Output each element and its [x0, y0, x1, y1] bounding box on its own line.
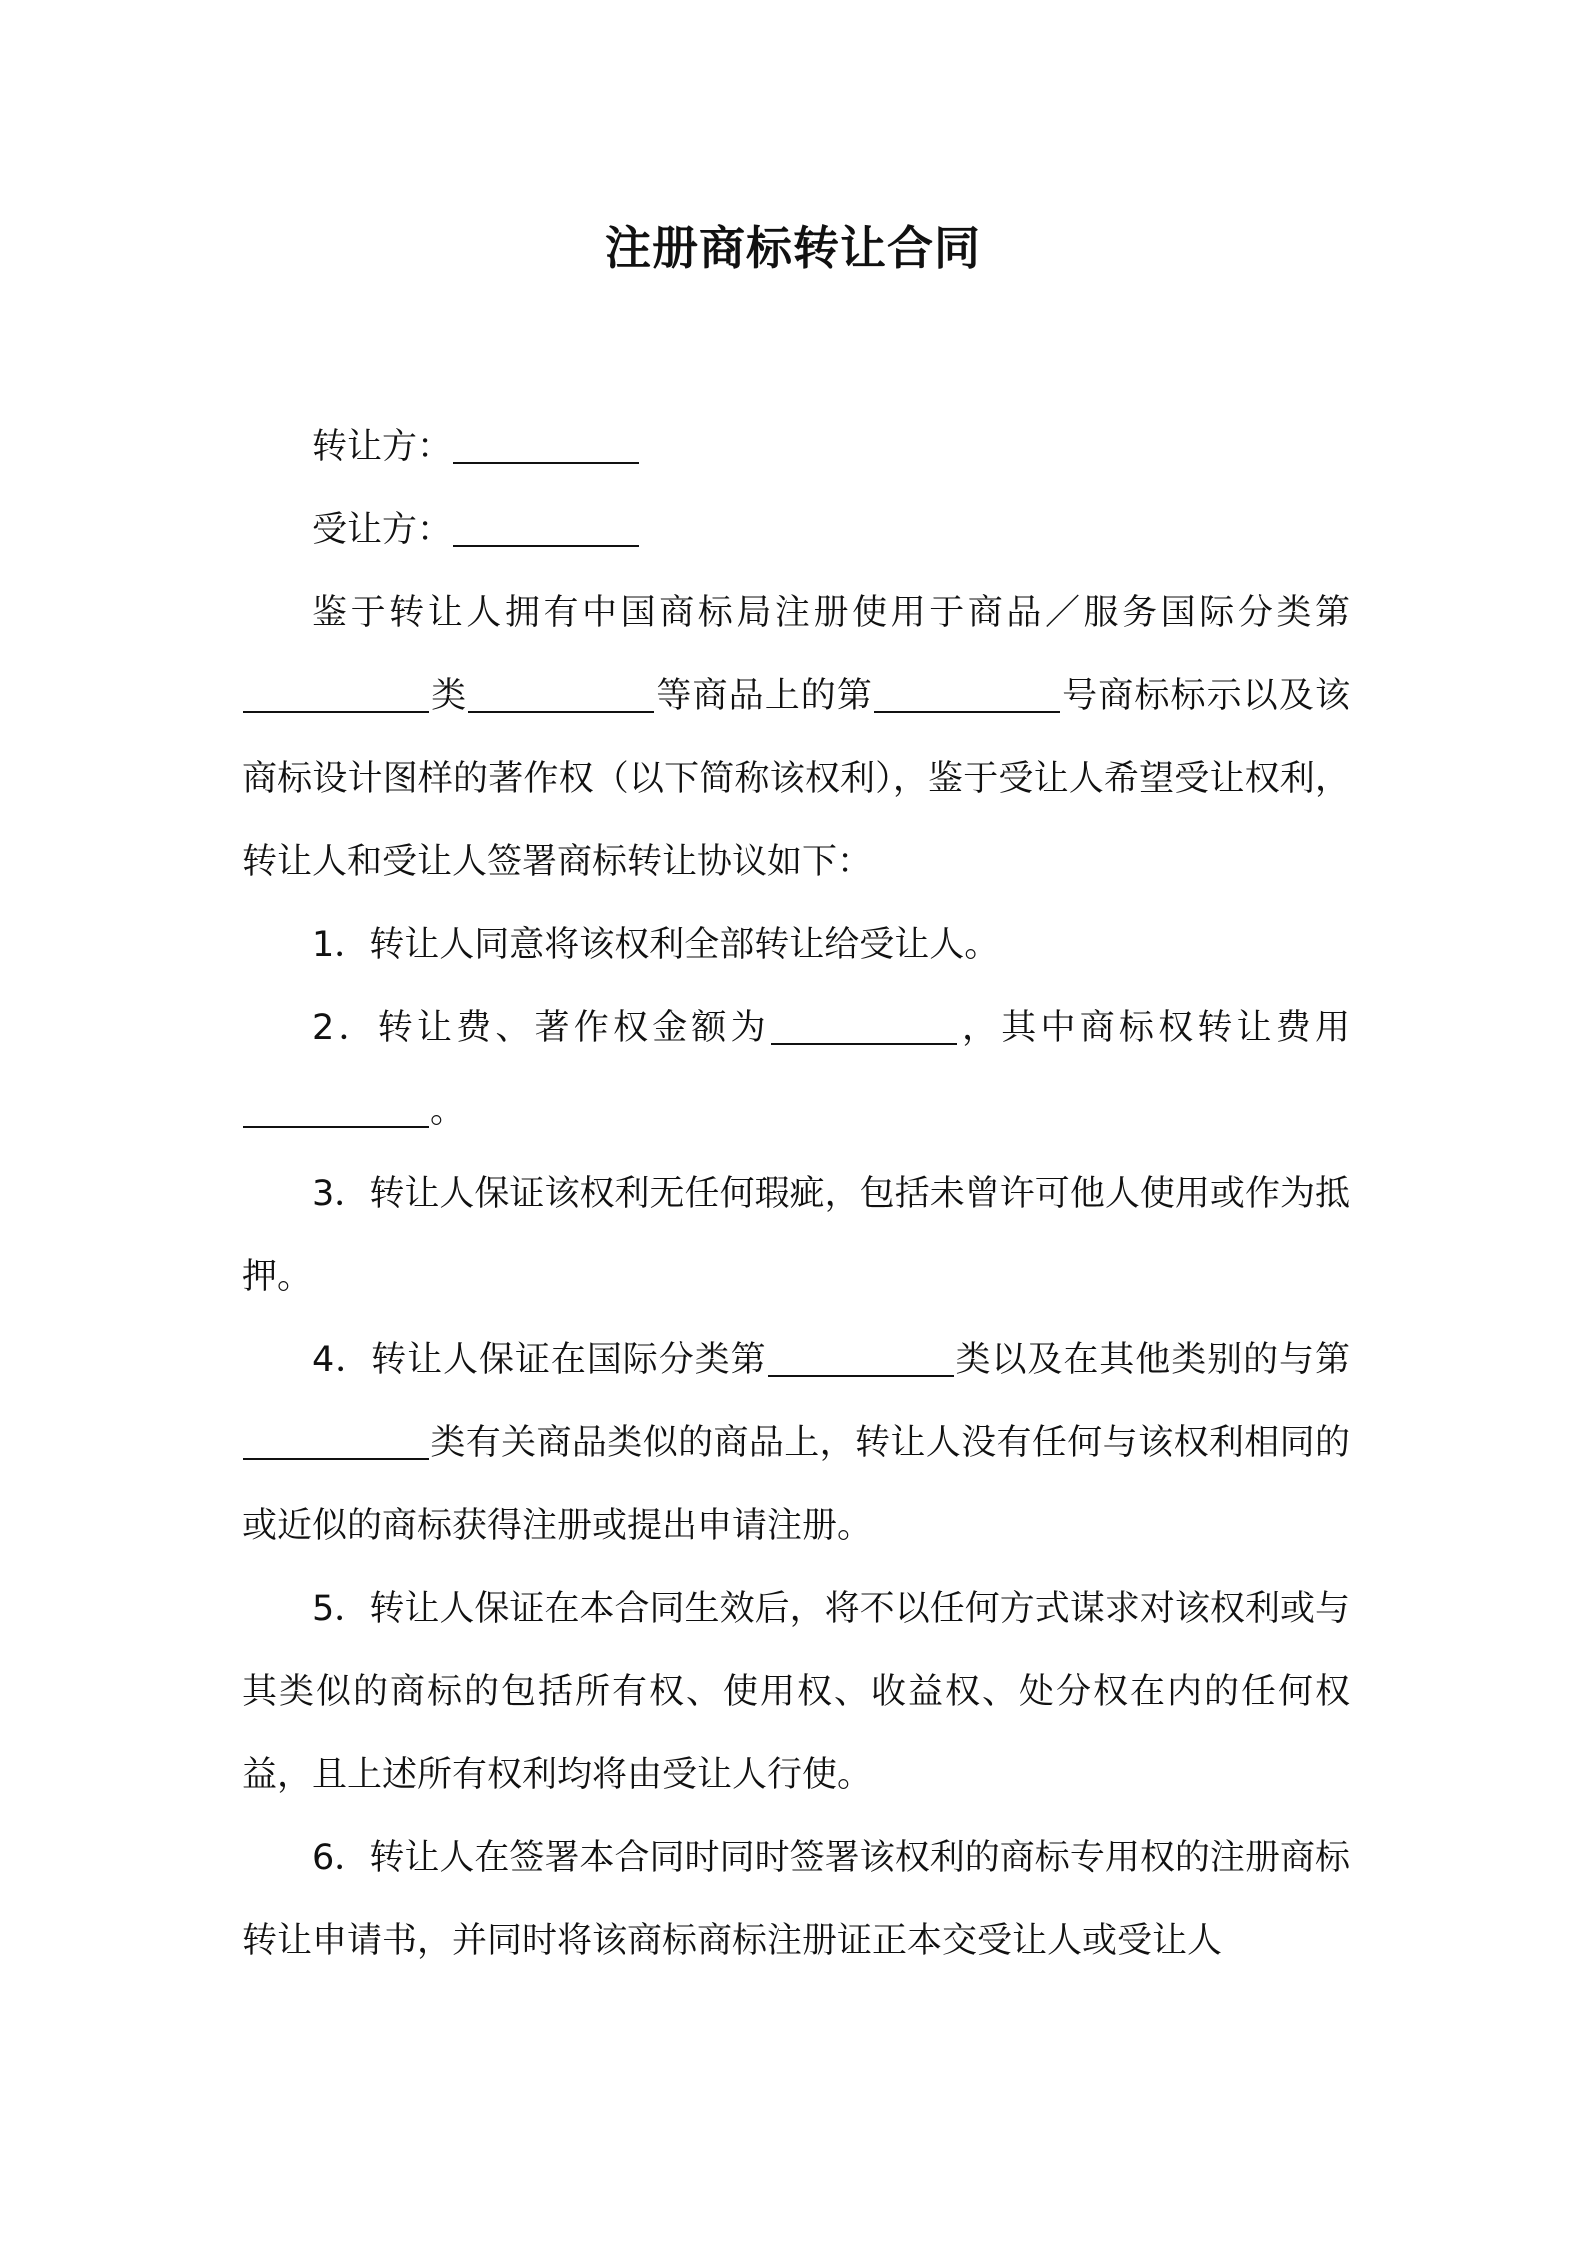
trademark-number-blank	[874, 676, 1060, 713]
transferor-blank	[453, 427, 639, 464]
transferee-line	[242, 489, 1350, 572]
clause-2-text-3: 。	[430, 1091, 466, 1131]
document-body	[242, 406, 1350, 1983]
preamble-text-1: 鉴于转让人拥有中国商标局注册使用于商品／服务国际分类第	[312, 593, 1350, 633]
class-number-blank	[243, 676, 429, 713]
clause-1: 1．转让人同意将该权利全部转让给受让人。	[312, 925, 1000, 965]
clause-4-text-2: 类以及在其他类别的与第	[954, 1340, 1350, 1380]
preamble-paragraph	[242, 572, 1350, 904]
clause-6: 6．转让人在签署本合同时同时签署该权利的商标专用权的注册商标转让申请书，并同时将该商标商标注册证正本交受让人或受让人	[242, 1838, 1350, 1961]
preamble-text-3: 等商品上的第	[655, 676, 874, 716]
trademark-fee-blank	[243, 1091, 429, 1128]
intl-class-blank	[768, 1340, 954, 1377]
preamble-text-2: 类	[430, 676, 468, 716]
clause-4	[242, 1319, 1350, 1568]
goods-blank	[468, 676, 654, 713]
transferee-blank	[453, 510, 639, 547]
clause-2-text-2: ，其中商标权转让费用	[957, 1008, 1350, 1048]
clause-3: 3．转让人保证该权利无任何瑕疵，包括未曾许可他人使用或作为抵押。	[242, 1174, 1350, 1297]
related-class-blank	[243, 1423, 429, 1460]
transferor-line	[242, 406, 1350, 489]
clause-4-text-1: 4．转让人保证在国际分类第	[312, 1340, 767, 1380]
transferee-label: 受让方：	[312, 510, 453, 550]
clause-2	[242, 987, 1350, 1153]
clause-5: 5．转让人保证在本合同生效后，将不以任何方式谋求对该权利或与其类似的商标的包括所有权、使用权、收益权、处分权在内的任何权益，且上述所有权利均将由受让人行使。	[242, 1589, 1350, 1795]
transferor-label: 转让方：	[312, 427, 453, 467]
preamble-text-4: 号商标标示以及该商标设计图样的著作权（以下简称该权利），鉴于受让人希望受让权利，转让人和受让人签署商标转让协议如下：	[242, 676, 1350, 882]
clause-4-text-3: 类有关商品类似的商品上，转让人没有任何与该权利相同的或近似的商标获得注册或提出申请注册。	[242, 1423, 1350, 1546]
document-title: 注册商标转让合同	[605, 221, 981, 275]
clause-2-text-1: 2．转让费、著作权金额为	[312, 1008, 770, 1048]
fee-amount-blank	[771, 1008, 957, 1045]
